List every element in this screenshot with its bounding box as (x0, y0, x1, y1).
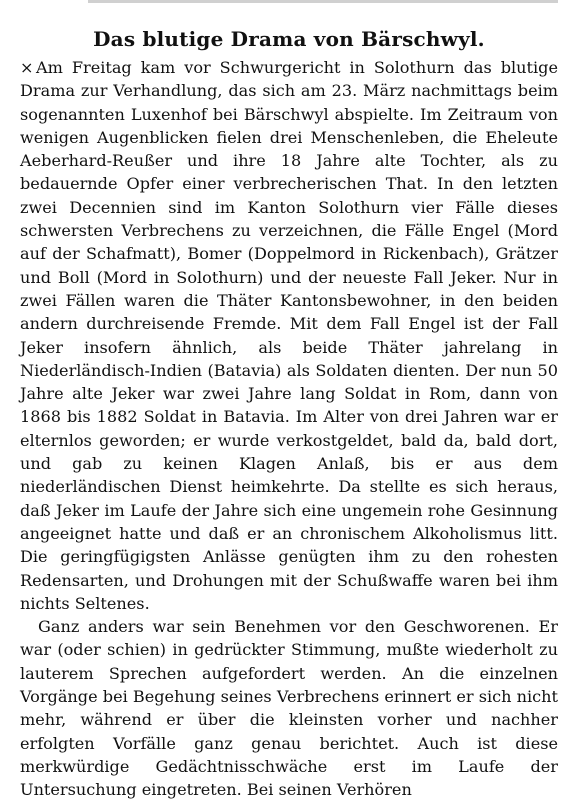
paragraph-1-text: Am Freitag kam vor Schwurgericht in Solothurn das blutige Drama zur Verhandlung, das sich am 23. März nachmittags beim sogenannten Luxenhof bei Bärschwyl abspielte. Im Zeitraum von wenigen Augenblicken fielen drei Menschenleben, die Eheleute Aeberhard-Reußer und ihre 18 Jahre alte Tochter, als zu bedauernde Opfer einer verbrecherischen That. In den letzten zwei Decennien sind im Kanton Solothurn vier Fälle dieses schwersten Verbrechens zu verzeichnen, die Fälle Engel (Mord auf der Schafmatt), Bomer (Doppelmord in Rickenbach), Grätzer und Boll (Mord in Solothurn) und der neueste Fall Jeker. Nur in zwei Fällen waren die Thäter Kantonsbewohner, in den beiden andern durchreisende Fremde. Mit dem Fall Engel ist der Fall Jeker insofern ähnlich, als beide Thäter jahrelang in Niederländisch-Indien (Batavia) als Soldaten dienten. Der nun 50 Jahre alte Jeker war zwei Jahre lang Soldat in Rom, dann von 1868 bis 1882 Soldat in Batavia. Im Alter von drei Jahren war er elternlos geworden; er wurde verkostgeldet, bald da, bald dort, und gab zu keinen Klagen Anlaß, bis er aus dem niederländischen Dienst heimkehrte. Da stellte es sich heraus, daß Jeker im Laufe der Jahre sich eine ungemein rohe Gesinnung angeeignet hatte und daß er an chronischem Alkoholismus litt. Die geringfügigsten Anlässe genügten ihm zu den rohesten Redensarten, und Drohungen mit der Schußwaffe waren bei ihm nichts Seltenes. (20, 58, 558, 613)
article-paragraph-2 (20, 615, 558, 801)
article-paragraph-1 (20, 56, 558, 615)
article-headline: Das blutige Drama von Bärschwyl. (93, 27, 485, 51)
newspaper-article (20, 26, 558, 802)
top-divider-rule (88, 0, 558, 3)
paragraph-2-text: Ganz anders war sein Benehmen vor den Geschworenen. Er war (oder schien) in gedrückter Stimmung, mußte wiederholt zu lauterem Sprechen aufgefordert werden. An die einzelnen Vorgänge bei Begehung seines Verbrechens erinnert er sich nicht mehr, während er über die kleinsten vorher und nachher erfolgten Vorfälle ganz genau berichtet. Auch ist diese merkwürdige Gedächtnisschwäche erst im Laufe der Untersuchung eingetreten. Bei seinen Verhören (20, 617, 558, 800)
section-mark-icon: × (20, 58, 34, 77)
